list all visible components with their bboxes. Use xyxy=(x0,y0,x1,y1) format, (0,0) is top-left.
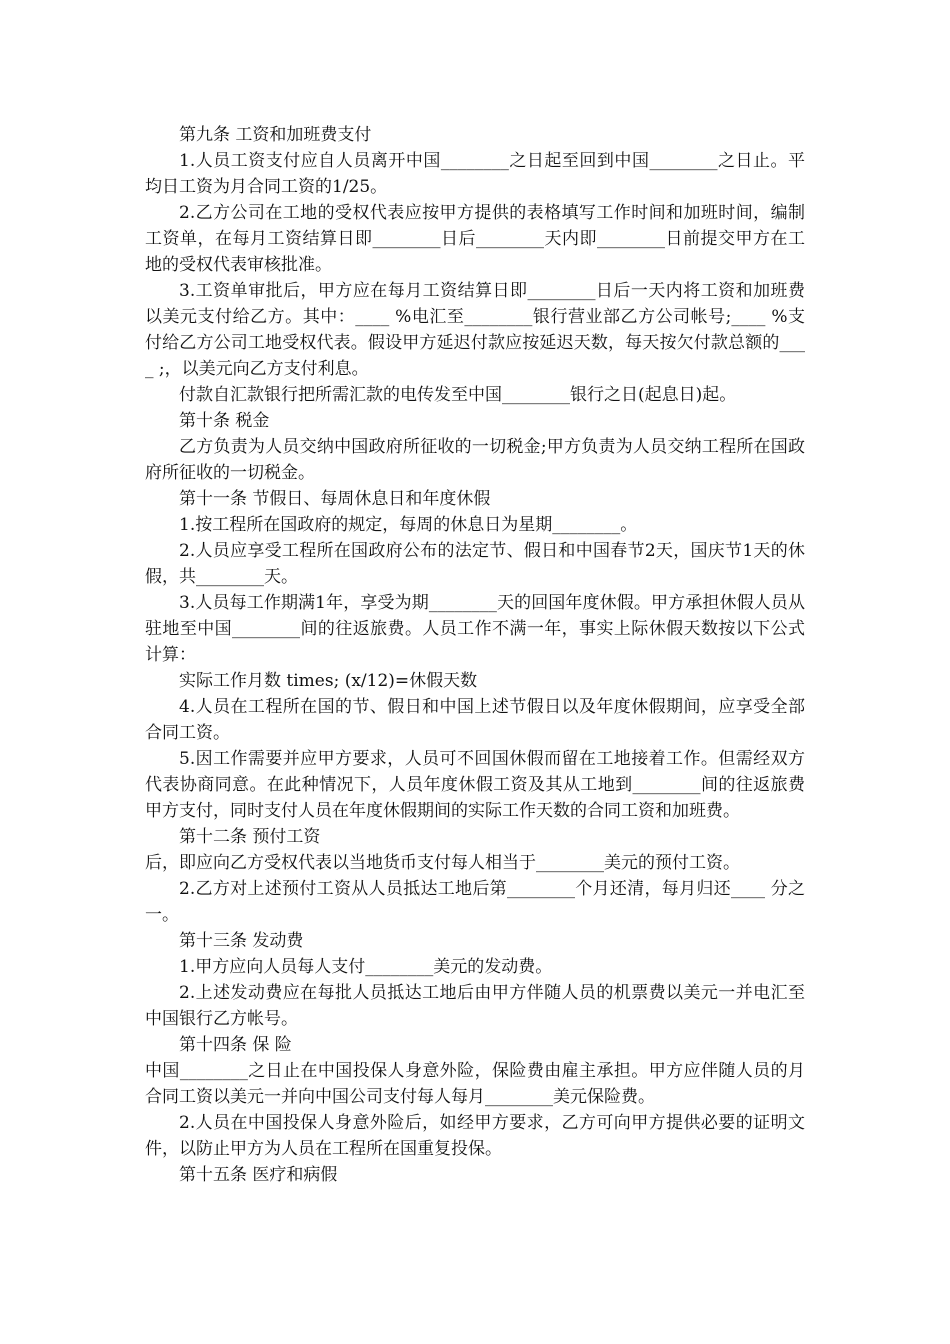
paragraph: 后，即应向乙方受权代表以当地货币支付每人相当于________美元的预付工资。 xyxy=(145,853,740,873)
paragraph: 2.乙方对上述预付工资从人员抵达工地后第________个月还清，每月归还____ 分之一。 xyxy=(145,879,805,925)
paragraph: 2.人员应享受工程所在国政府公布的法定节、假日和中国春节2天，国庆节1天的休假，共________天。 xyxy=(145,541,805,587)
paragraph: 付款自汇款银行把所需汇款的电传发至中国________银行之日(起息日)起。 xyxy=(179,385,737,405)
paragraph: 4.人员在工程所在国的节、假日和中国上述节假日以及年度休假期间，应享受全部合同工资。 xyxy=(145,697,805,743)
paragraph: 3.工资单审批后，甲方应在每月工资结算日即________日后一天内将工资和加班费以美元支付给乙方。其中：____ %电汇至________银行营业部乙方公司帐号;____ %支付给乙方公司工地受权代表。假设甲方延迟付款应按延迟天数，每天按欠付款总额的____ ;，以美元向乙方支付利息。 xyxy=(145,281,805,379)
paragraph: 2.上述发动费应在每批人员抵达工地后由甲方伴随人员的机票费以美元一并电汇至中国银行乙方帐号。 xyxy=(145,983,805,1029)
paragraph: 5.因工作需要并应甲方要求，人员可不回国休假而留在工地接着工作。但需经双方代表协商同意。在此种情况下，人员年度休假工资及其从工地到________间的往返旅费甲方支付，同时支付人员在年度休假期间的实际工作天数的合同工资和加班费。 xyxy=(145,749,805,821)
article-15-heading: 第十五条 医疗和病假 xyxy=(179,1165,338,1185)
article-11-heading: 第十一条 节假日、每周休息日和年度休假 xyxy=(179,489,491,509)
paragraph: 2.乙方公司在工地的受权代表应按甲方提供的表格填写工作时间和加班时间，编制工资单，在每月工资结算日即________日后________天内即________日前提交甲方在工地的受权代表审核批准。 xyxy=(145,203,805,275)
paragraph: 1.甲方应向人员每人支付________美元的发动费。 xyxy=(179,957,553,977)
article-9-heading: 第九条 工资和加班费支付 xyxy=(179,125,372,145)
article-10-heading: 第十条 税金 xyxy=(179,411,270,431)
paragraph: 3.人员每工作期满1年，享受为期________天的回国年度休假。甲方承担休假人员从驻地至中国________间的往返旅费。人员工作不满一年，事实上际休假天数按以下公式计算： xyxy=(145,593,805,665)
paragraph: 1.按工程所在国政府的规定，每周的休息日为星期________。 xyxy=(179,515,638,535)
paragraph: 2.人员在中国投保人身意外险后，如经甲方要求，乙方可向甲方提供必要的证明文件，以防止甲方为人员在工程所在国重复投保。 xyxy=(145,1113,805,1159)
document-page xyxy=(145,122,805,1188)
paragraph: 中国________之日止在中国投保人身意外险，保险费由雇主承担。甲方应伴随人员的月合同工资以美元一并向中国公司支付每人每月________美元保险费。 xyxy=(145,1061,805,1107)
paragraph: 乙方负责为人员交纳中国政府所征收的一切税金;甲方负责为人员交纳工程所在国政府所征收的一切税金。 xyxy=(145,437,805,483)
article-14-heading: 第十四条 保 险 xyxy=(179,1035,292,1055)
formula-line: 实际工作月数 times; (x/12)=休假天数 xyxy=(179,671,478,691)
article-13-heading: 第十三条 发动费 xyxy=(179,931,304,951)
paragraph: 1.人员工资支付应自人员离开中国________之日起至回到中国________之日止。平均日工资为月合同工资的1/25。 xyxy=(145,151,805,197)
article-12-heading: 第十二条 预付工资 xyxy=(179,827,321,847)
